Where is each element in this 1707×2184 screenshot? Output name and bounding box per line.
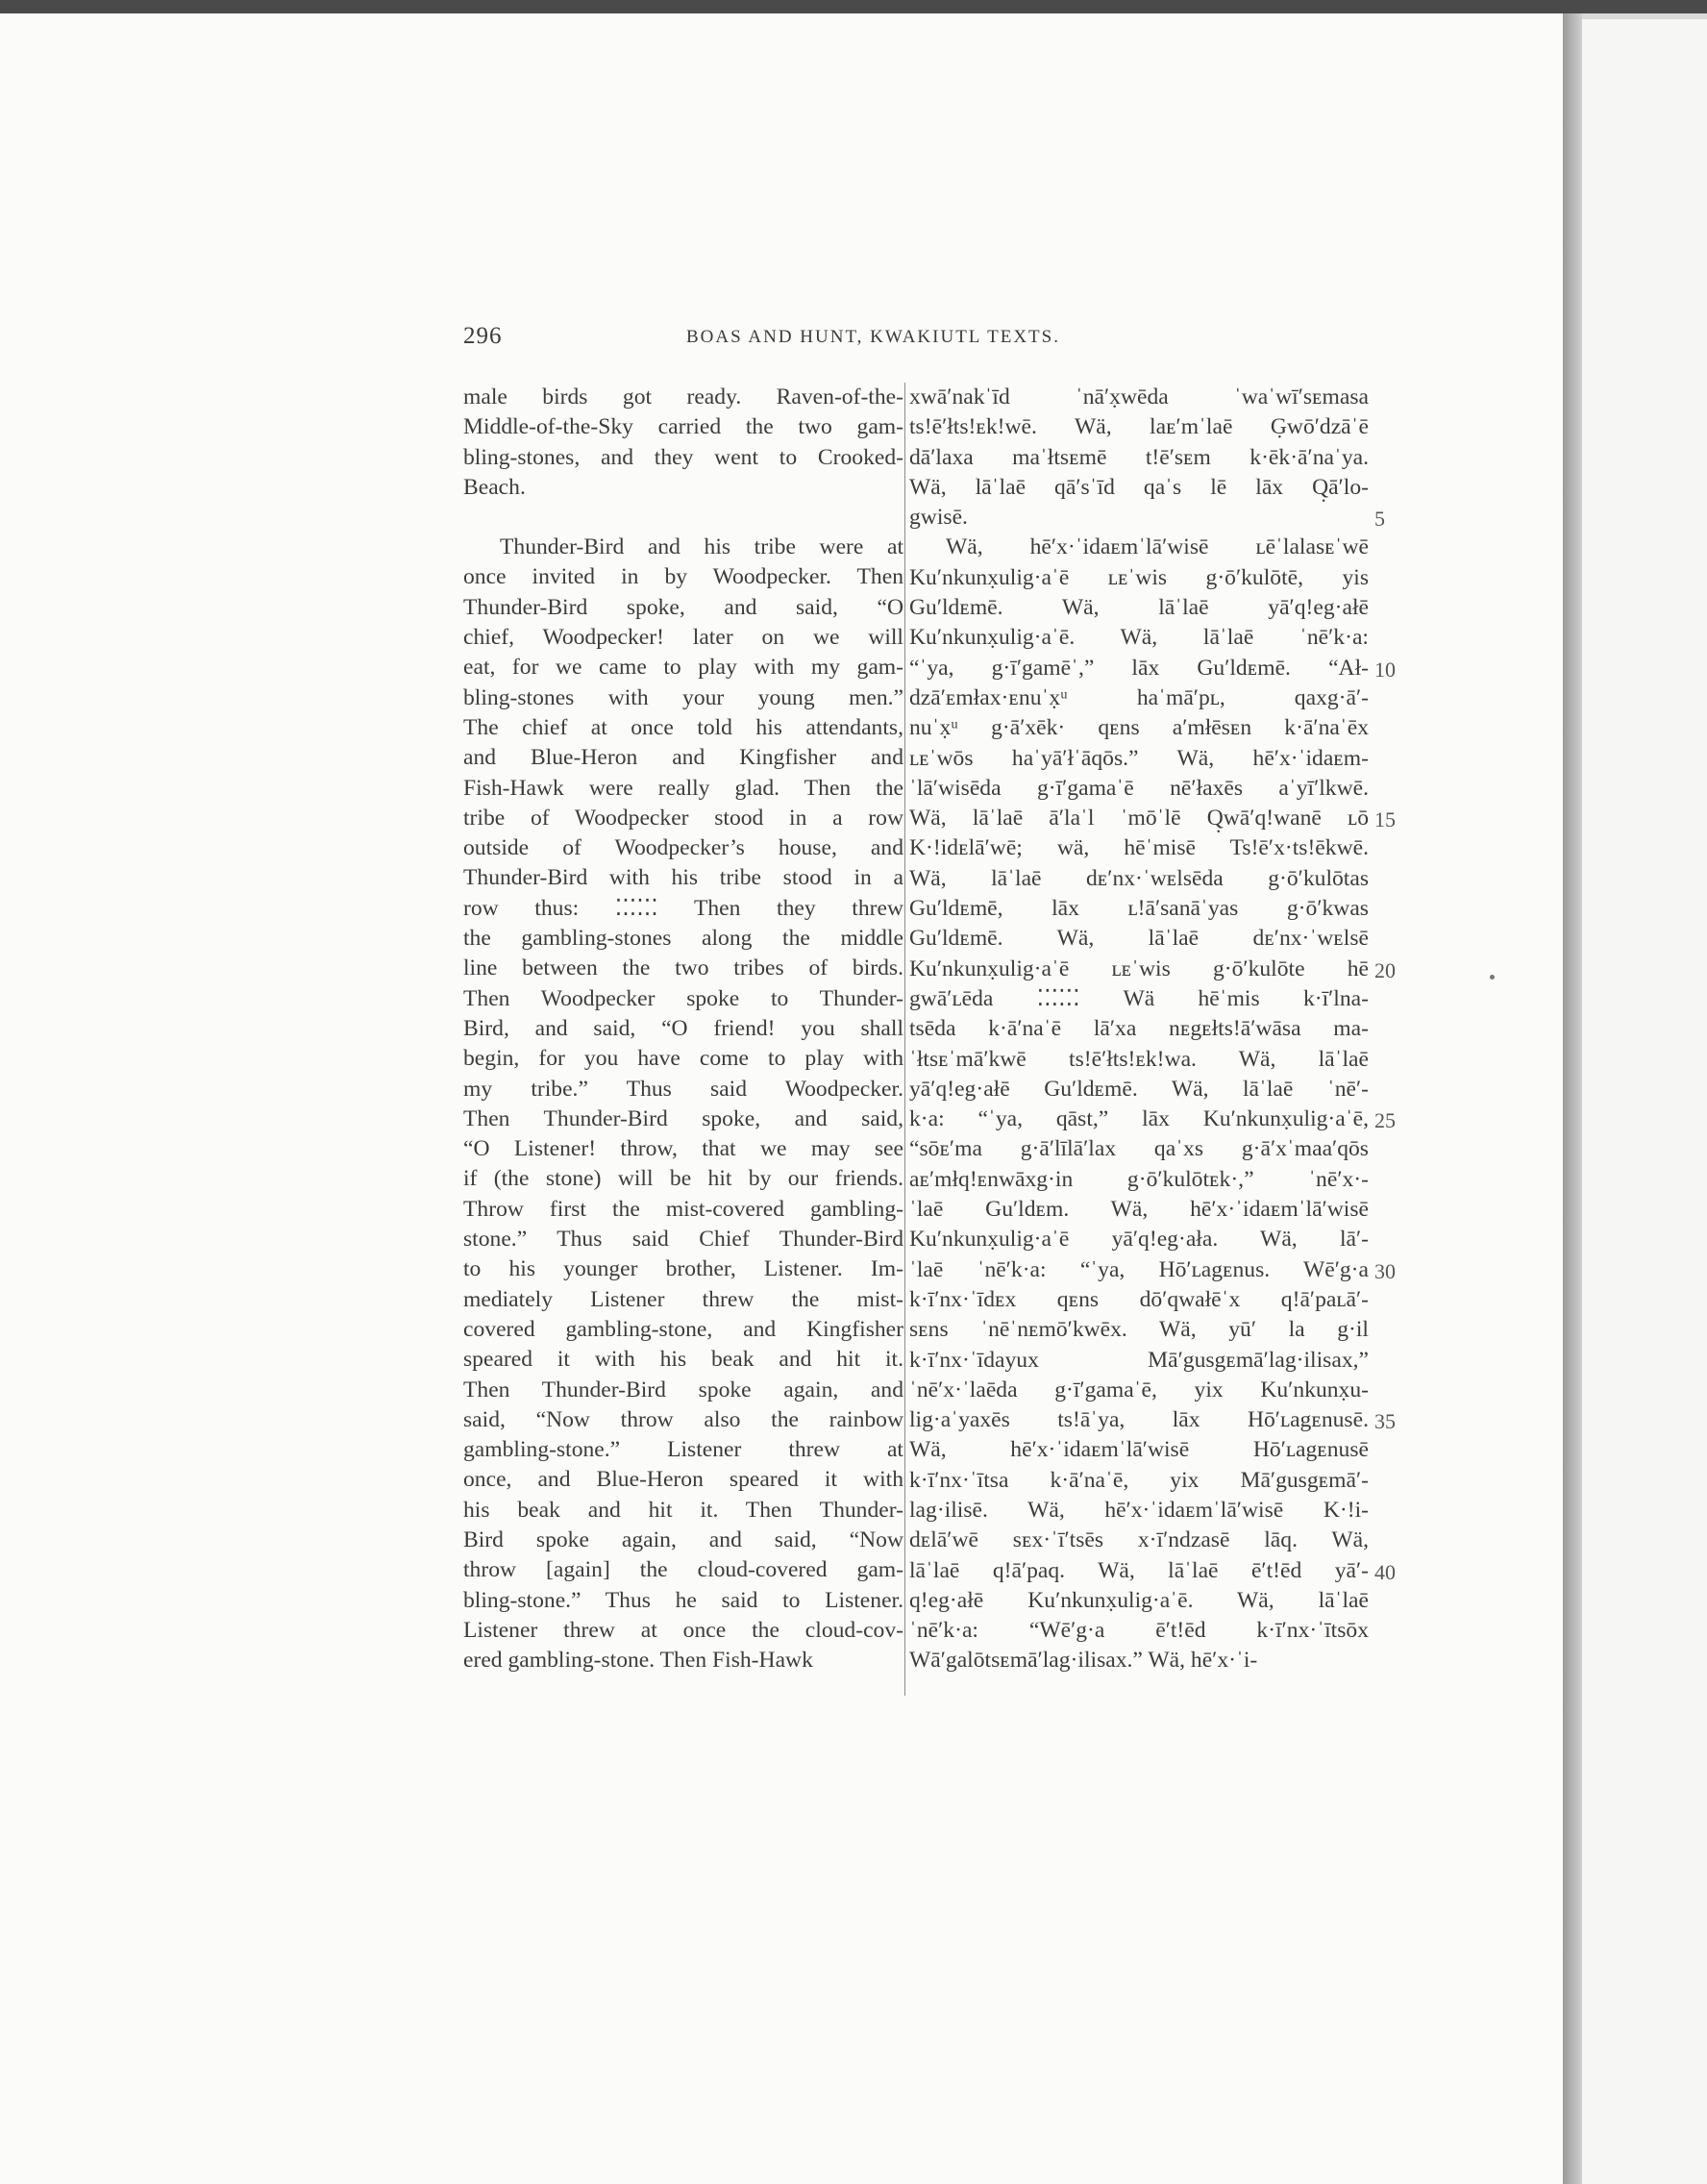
text-line: Wä, lāˈlaē qā′sˈīd qaˈs lē lāx Q̣ā′lo- xyxy=(909,474,1369,500)
text-line: Thunder-Bird with his tribe stood in a xyxy=(463,865,903,891)
text-line: ʟᴇˈwōs haˈyā′łˈāqōs.” Wä, hē′x·ˈidaᴇm- xyxy=(909,745,1369,771)
text-line: ˈlaē Gu′ldᴇm. Wä, hē′x·ˈidaᴇmˈlā′wisē xyxy=(909,1197,1369,1223)
text-line: k·ī′nx·ˈīdayux Mā′gusgᴇmā′lag·ilisax,” xyxy=(909,1347,1369,1373)
text-line: gwā′ʟēda ⁚⁚⁚⁚⁚⁚ Wä hēˈmis k·ī′lna- xyxy=(909,985,1369,1011)
text-line: Wä, lāˈlaē dᴇ′nx·ˈwᴇlsēda g·ō′kulōtas xyxy=(909,865,1369,891)
text-line: dā′laxa maˈłtsᴇmē t!ē′sᴇm k·ēk·ā′naˈya. xyxy=(909,444,1369,470)
text-line: Then Thunder-Bird spoke again, and xyxy=(463,1377,903,1402)
text-line: eat, for we came to play with my gam- xyxy=(463,655,903,681)
text-line: if (the stone) will be hit by our friends. xyxy=(463,1166,903,1192)
text-line: my tribe.” Thus said Woodpecker. xyxy=(463,1076,903,1102)
text-line: lag·ilisē. Wä, hē′x·ˈidaᴇmˈlā′wisē K·!i- xyxy=(909,1497,1369,1523)
text-line: his beak and hit it. Then Thunder- xyxy=(463,1497,903,1523)
text-line: tsēda k·ā′naˈē lā′xa nᴇgᴇłts!ā′wāsa ma- xyxy=(909,1016,1369,1042)
text-line: Fish-Hawk were really glad. Then the xyxy=(463,775,903,801)
text-line: begin, for you have come to play with xyxy=(463,1046,903,1072)
margin-speck xyxy=(1490,975,1495,980)
text-line: the gambling-stones along the middle xyxy=(463,926,903,952)
text-line: speared it with his beak and hit it. xyxy=(463,1347,903,1373)
text-line: ˈlā′wisēda g·ī′gamaˈē nē′łaxēs aˈyī′lkwē. xyxy=(909,775,1369,801)
text-line: Thunder-Bird and his tribe were at xyxy=(500,534,903,560)
line-number: 40 xyxy=(1374,1559,1396,1584)
line-number: 30 xyxy=(1374,1258,1396,1283)
text-line: Throw first the mist-covered gambling- xyxy=(463,1196,903,1222)
text-line: male birds got ready. Raven-of-the- xyxy=(463,385,903,410)
text-line: ˈnē′x·ˈlaēda g·ī′gamaˈē, yix Ku′nkunx̣u- xyxy=(909,1377,1369,1402)
text-line: throw [again] the cloud-covered gam- xyxy=(463,1557,903,1583)
text-line: Middle-of-the-Sky carried the two gam- xyxy=(463,414,903,440)
text-line: to his younger brother, Listener. Im- xyxy=(463,1256,903,1282)
text-line: Ku′nkunx̣ulig·aˈē. Wä, lāˈlaē ˈnē′k·a: xyxy=(909,625,1369,651)
text-line: dᴇlā′wē sᴇx·ˈī′tsēs x·ī′ndzasē lāq. Wä, xyxy=(909,1527,1369,1553)
text-line: lāˈlaē q!ā′paq. Wä, lāˈlaē ē′t!ēd yā′- xyxy=(909,1557,1369,1583)
text-line: “ˈya, g·ī′gamēˈ,” lāx Gu′ldᴇmē. “Ał- xyxy=(909,655,1369,681)
text-line: Gu′ldᴇmē, lāx ʟ!ā′sanāˈyas g·ō′kwas xyxy=(909,896,1369,922)
line-number: 10 xyxy=(1374,657,1396,682)
text-line: nuˈx̣ᵘ g·ā′xēk· qᴇns a′młēsᴇn k·ā′naˈēx xyxy=(909,715,1369,741)
text-line: Wā′galōtsᴇmā′lag·ilisax.” Wä, hē′x·ˈi- xyxy=(909,1648,1258,1674)
text-line: gwisē. xyxy=(909,505,968,531)
text-line: outside of Woodpecker’s house, and xyxy=(463,835,903,861)
text-line: Then Thunder-Bird spoke, and said, xyxy=(463,1105,903,1131)
text-line: bling-stone.” Thus he said to Listener. xyxy=(463,1587,903,1613)
text-line: Wä, hē′x·ˈidaᴇmˈlā′wisē ʟēˈlalasᴇˈwē xyxy=(946,534,1369,560)
text-line: ˈlaē ˈnē′k·a: “ˈya, Hō′ʟagᴇnus. Wē′g·a xyxy=(909,1256,1369,1282)
english-translation-column xyxy=(463,383,903,1675)
text-line: stone.” Thus said Chief Thunder-Bird xyxy=(463,1227,903,1253)
kwakiutl-text-column xyxy=(909,383,1369,1676)
text-line: k·ī′nx·ˈītsa k·ā′naˈē, yix Mā′gusgᴇmā′- xyxy=(909,1467,1369,1493)
running-head: BOAS AND HUNT, KWAKIUTL TEXTS. xyxy=(686,327,1060,347)
text-line: mediately Listener threw the mist- xyxy=(463,1286,903,1312)
text-line: “O Listener! throw, that we may see xyxy=(463,1136,903,1162)
text-line: Wä, hē′x·ˈidaᴇmˈlā′wisē Hō′ʟagᴇnusē xyxy=(909,1437,1369,1463)
text-line: aᴇ′młq!ᴇnwāxg·in g·ō′kulōtᴇk·,” ˈnē′x·- xyxy=(909,1166,1369,1192)
text-line: sᴇns ˈnēˈnᴇmō′kwēx. Wä, yū′ la g·il xyxy=(909,1317,1369,1343)
text-line: ered gambling-stone. Then Fish-Hawk xyxy=(463,1648,813,1674)
text-line: tribe of Woodpecker stood in a row xyxy=(463,805,903,831)
text-line: yā′q!eg·ałē Gu′ldᴇmē. Wä, lāˈlaē ˈnē′- xyxy=(909,1076,1369,1102)
text-line: Bird, and said, “O friend! you shall xyxy=(463,1015,903,1041)
text-line: k·ī′nx·ˈīdᴇx qᴇns dō′qwałēˈx q!ā′paʟā′- xyxy=(909,1286,1369,1312)
text-line: q!eg·ałē Ku′nkunx̣ulig·aˈē. Wä, lāˈlaē xyxy=(909,1587,1369,1613)
page-header xyxy=(463,323,1096,352)
text-line: and Blue-Heron and Kingfisher and xyxy=(463,745,903,771)
line-number: 20 xyxy=(1374,957,1396,982)
text-line: Listener threw at once the cloud-cov- xyxy=(463,1617,903,1643)
text-line: Beach. xyxy=(463,474,526,500)
text-line: Ku′nkunx̣ulig·aˈē ʟᴇˈwis g·ō′kulōtē, yis xyxy=(909,564,1369,590)
line-number: 35 xyxy=(1374,1409,1396,1434)
text-line: ˈłtsᴇˈmā′kwē ts!ē′łts!ᴇk!wa. Wä, lāˈlaē xyxy=(909,1046,1369,1072)
column-divider xyxy=(904,383,905,1696)
text-line: dzā′ᴇmłax·ᴇnuˈx̣ᵘ haˈmā′pʟ, qaxg·ā′- xyxy=(909,684,1369,710)
text-line: Bird spoke again, and said, “Now xyxy=(463,1526,903,1552)
text-line: Ku′nkunx̣ulig·aˈē ʟᴇˈwis g·ō′kulōte hē xyxy=(909,956,1369,981)
text-line: once invited in by Woodpecker. Then xyxy=(463,564,903,590)
adjacent-page-edge xyxy=(1582,19,1707,2184)
text-line: lig·aˈyaxēs ts!āˈya, lāx Hō′ʟagᴇnusē. xyxy=(909,1407,1369,1433)
text-line: “sōᴇ′ma g·ā′līlā′lax qaˈxs g·ā′xˈmaa′qōs xyxy=(909,1136,1369,1162)
text-line: Wä, lāˈlaē ā′laˈl ˈmōˈlē Q̣wā′q!wanē ʟō xyxy=(909,806,1369,831)
text-line: Gu′ldᴇmē. Wä, lāˈlaē dᴇ′nx·ˈwᴇlsē xyxy=(909,926,1369,952)
text-line: Ku′nkunx̣ulig·aˈē yā′q!eg·ała. Wä, lā′- xyxy=(909,1227,1369,1253)
text-line: xwā′nakˈīd ˈnā′x̣wēda ˈwaˈwī′sᴇmasa xyxy=(909,385,1369,410)
text-line: ˈnē′k·a: “Wē′g·a ē′t!ēd k·ī′nx·ˈītsōx xyxy=(909,1618,1369,1644)
text-line: Then Woodpecker spoke to Thunder- xyxy=(463,985,903,1011)
line-number: 15 xyxy=(1374,807,1396,832)
text-line: row thus: ⁚⁚⁚⁚⁚⁚ Then they threw xyxy=(463,895,903,921)
text-line: ts!ē′łts!ᴇk!wē. Wä, laᴇ′mˈlaē G̣wō′dzāˈē xyxy=(909,414,1369,440)
text-line: once, and Blue-Heron speared it with xyxy=(463,1467,903,1493)
line-number: 5 xyxy=(1374,507,1385,532)
text-line: covered gambling-stone, and Kingfisher xyxy=(463,1316,903,1342)
line-number: 25 xyxy=(1374,1108,1396,1133)
text-line: said, “Now throw also the rainbow xyxy=(463,1406,903,1432)
text-line: chief, Woodpecker! later on we will xyxy=(463,625,903,651)
text-line: Thunder-Bird spoke, and said, “O xyxy=(463,594,903,620)
text-line: bling-stones with your young men.” xyxy=(463,684,903,710)
text-line: Gu′ldᴇmē. Wä, lāˈlaē yā′q!eg·ałē xyxy=(909,595,1369,621)
page-gutter-shadow xyxy=(1563,13,1582,2184)
text-line: k·a: “ˈya, qāst,” lāx Ku′nkunx̣ulig·aˈē, xyxy=(909,1106,1369,1132)
scan-top-border xyxy=(0,0,1707,13)
page-number: 296 xyxy=(463,323,503,349)
text-line: The chief at once told his attendants, xyxy=(463,714,903,740)
text-line: gambling-stone.” Listener threw at xyxy=(463,1437,903,1463)
text-line: bling-stones, and they went to Crooked- xyxy=(463,444,903,470)
text-line: line between the two tribes of birds. xyxy=(463,956,903,981)
text-line: K·!idᴇlā′wē; wä, hēˈmisē Ts!ē′x·ts!ēkwē. xyxy=(909,835,1369,861)
